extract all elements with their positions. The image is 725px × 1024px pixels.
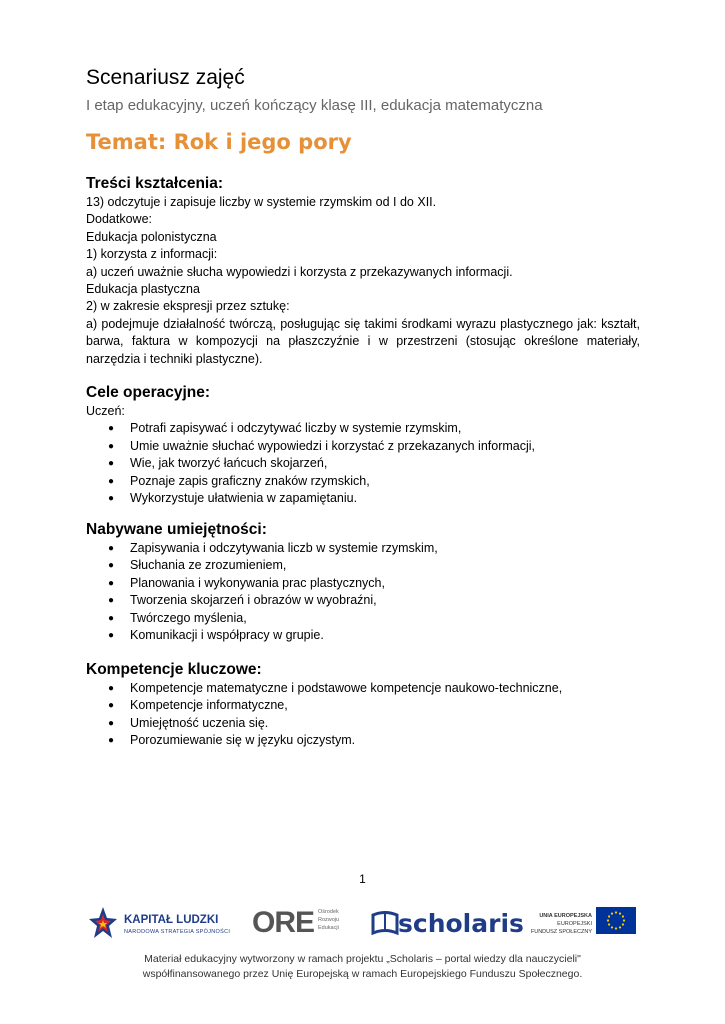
eu-star xyxy=(619,912,621,914)
eu-star xyxy=(622,923,624,925)
list-item: ● Wykorzystuje ułatwienia w zapamiętaniu. xyxy=(86,490,640,507)
document-title: Scenariusz zajęć xyxy=(86,66,245,89)
ore-logo xyxy=(252,900,352,950)
eu-line: FUNDUSZ SPOŁECZNY xyxy=(530,929,592,935)
list-item: ● Wie, jak tworzyć łańcuch skojarzeń, xyxy=(86,455,640,472)
document-subtitle: I etap edukacyjny, uczeń kończący klasę III, edukacja matematyczna xyxy=(86,97,543,114)
tresci-line: 2) w zakresie ekspresji przez sztukę: xyxy=(86,299,290,314)
list-item: ● Tworzenia skojarzeń i obrazów w wyobraźni, xyxy=(86,592,640,609)
eu-star xyxy=(608,923,610,925)
ore-subtext-line: Rozwoju xyxy=(318,917,340,923)
kapital-ludzki-star-icon xyxy=(88,906,118,940)
eu-logo xyxy=(524,900,638,950)
scholaris-wordmark: scholaris xyxy=(398,909,524,938)
tresci-line: 13) odczytuje i zapisuje liczby w systemie rzymskim od I do XII. xyxy=(86,195,437,209)
footer-note xyxy=(0,952,725,982)
section-cele xyxy=(86,383,640,507)
list-item: ● Słuchania ze zrozumieniem, xyxy=(86,557,640,574)
section-kompetencje xyxy=(86,660,640,750)
tresci-body xyxy=(86,194,640,368)
eu-flag-icon xyxy=(596,907,636,934)
eu-star xyxy=(611,926,613,928)
section-heading-cele: Cele operacyjne: xyxy=(86,384,211,401)
list-item: ● Twórczego myślenia, xyxy=(86,610,640,627)
page-number: 1 xyxy=(359,872,366,886)
list-item: ● Zapisywania i odczytywania liczb w systemie rzymskim, xyxy=(86,540,640,557)
footer-note-line: Materiał edukacyjny wytworzony w ramach projektu „Scholaris – portal wiedzy dla nauczycieli" xyxy=(144,953,581,965)
list-item: ● Umiejętność uczenia się. xyxy=(86,715,640,732)
eu-star xyxy=(619,926,621,928)
kapital-ludzki-text: KAPITAŁ LUDZKI xyxy=(124,914,219,926)
tresci-paragraph: a) podejmuje działalność twórczą, posługując się takimi środkami wyrazu plastycznego jak: kształt, barwa, faktura w kompozycji na płaszczyźnie i w przestrzeni (stosując określone materiały, narzędzia i techniki plastyczne). xyxy=(86,316,640,366)
ore-subtext-line: Ośrodek xyxy=(318,909,339,915)
eu-star xyxy=(608,915,610,917)
kompetencje-list xyxy=(86,680,640,750)
kapital-ludzki-subtext: NARODOWA STRATEGIA SPÓJNOŚCI xyxy=(124,929,231,935)
cele-intro: Uczeń: xyxy=(86,404,125,418)
ore-wordmark: ORE xyxy=(252,906,315,939)
list-item: ● Umie uważnie słuchać wypowiedzi i korzystać z przekazanych informacji, xyxy=(86,438,640,455)
list-item: ● Komunikacji i współpracy w grupie. xyxy=(86,627,640,644)
tresci-line: Edukacja polonistyczna xyxy=(86,229,217,244)
umiejetnosci-list xyxy=(86,540,640,644)
ore-subtext xyxy=(318,908,339,932)
section-heading-tresci: Treści kształcenia: xyxy=(86,175,223,192)
eu-line: EUROPEJSKI xyxy=(557,921,592,927)
eu-star xyxy=(622,915,624,917)
kapital-ludzki-logo xyxy=(88,900,231,950)
list-item: ● Kompetencje matematyczne i podstawowe kompetencje naukowo-techniczne, xyxy=(86,680,640,697)
list-item: ● Poznaje zapis graficzny znaków rzymskich, xyxy=(86,473,640,490)
eu-star xyxy=(615,911,617,913)
cele-list xyxy=(86,420,640,507)
tresci-line: a) uczeń uważnie słucha wypowiedzi i korzysta z przekazywanych informacji. xyxy=(86,264,513,279)
section-heading-umiejetnosci: Nabywane umiejętności: xyxy=(86,521,267,538)
footer-note-line: współfinansowanego przez Unię Europejską w ramach Europejskiego Funduszu Społecznego. xyxy=(142,968,583,980)
scholaris-book-icon xyxy=(370,909,400,939)
scholaris-logo xyxy=(370,900,524,950)
list-item: ● Planowania i wykonywania prac plastycznych, xyxy=(86,575,640,592)
list-item: ● Kompetencje informatyczne, xyxy=(86,697,640,714)
section-umiejetnosci xyxy=(86,520,640,644)
section-tresci xyxy=(86,174,640,368)
eu-star xyxy=(611,912,613,914)
tresci-line: Edukacja plastyczna xyxy=(86,282,200,297)
list-item: ● Porozumiewanie się w języku ojczystym. xyxy=(86,732,640,749)
section-heading-kompetencje: Kompetencje kluczowe: xyxy=(86,661,262,678)
eu-text xyxy=(524,912,592,936)
footer-logos xyxy=(88,900,638,950)
tresci-line: 1) korzysta z informacji: xyxy=(86,247,218,262)
list-item: ● Potrafi zapisywać i odczytywać liczby w systemie rzymskim, xyxy=(86,420,640,437)
eu-star xyxy=(607,919,609,921)
eu-star xyxy=(623,919,625,921)
eu-title: UNIA EUROPEJSKA xyxy=(539,913,592,919)
tresci-line: Dodatkowe: xyxy=(86,212,153,227)
ore-subtext-line: Edukacji xyxy=(318,925,339,931)
eu-star xyxy=(615,927,617,929)
topic-heading: Temat: Rok i jego pory xyxy=(86,130,352,154)
